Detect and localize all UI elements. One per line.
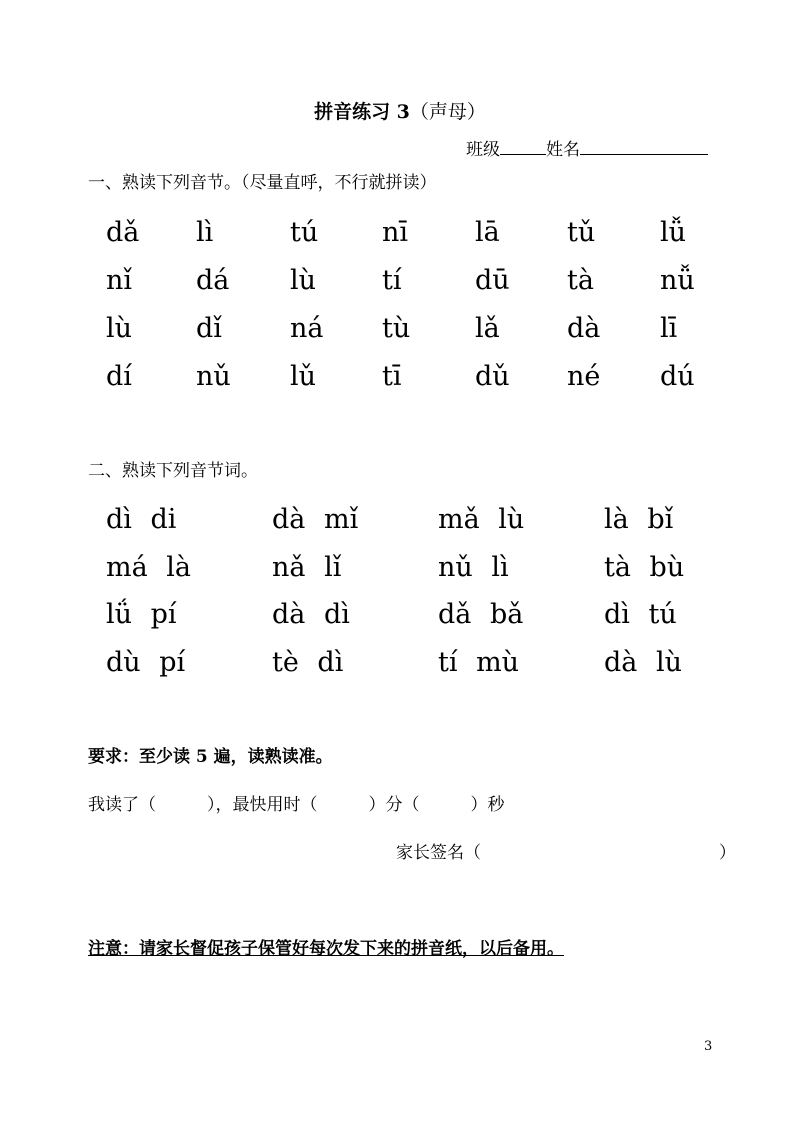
pinyin-word: tí mù	[438, 647, 520, 678]
pinyin-word: má là	[106, 552, 192, 583]
syllable: tà	[567, 265, 594, 296]
name-label: 姓名	[546, 140, 580, 160]
syllable: ná	[290, 313, 324, 344]
syllable: dǎ	[106, 217, 140, 248]
syllable: tù	[382, 313, 411, 344]
syllable: lù	[106, 313, 133, 344]
pinyin-word: dì di	[106, 504, 177, 535]
syllable: dǐ	[196, 313, 222, 344]
syllable: dá	[196, 265, 230, 296]
pinyin-word: mǎ lù	[438, 504, 525, 535]
pinyin-word: là bǐ	[604, 504, 674, 535]
reading-time-record: 我读了（ ），最快用时（ ）分（ ）秒	[88, 795, 505, 815]
syllable: dū	[475, 265, 510, 296]
pinyin-word: dǎ bǎ	[438, 599, 524, 630]
class-label: 班级	[466, 140, 500, 160]
syllable: nǔ	[196, 361, 231, 392]
pinyin-word: dù pí	[106, 647, 186, 678]
syllable: lǚ	[660, 217, 687, 248]
parent-signature: 家长签名（ ）	[396, 843, 736, 863]
pinyin-word: dà dì	[272, 599, 350, 630]
section1-heading: 一、熟读下列音节。（尽量直呼，不行就拼读）	[88, 173, 437, 193]
pinyin-word: tà bù	[604, 552, 685, 583]
syllable: tú	[290, 217, 319, 248]
syllable: lā	[475, 217, 500, 248]
syllable: lù	[290, 265, 317, 296]
syllable: né	[567, 361, 601, 392]
pinyin-word: dà mǐ	[272, 504, 359, 535]
page-title-main: 拼音练习 3	[314, 101, 410, 123]
page-title	[0, 98, 800, 126]
syllable: tǔ	[567, 217, 596, 248]
syllable: lǔ	[290, 361, 317, 392]
pinyin-word: lǘ pí	[106, 599, 177, 630]
class-name-line	[466, 136, 708, 162]
syllable: dà	[567, 313, 601, 344]
pinyin-word: dà lù	[604, 647, 682, 678]
pinyin-word: dì tú	[604, 599, 677, 630]
syllable: nǐ	[106, 265, 133, 296]
syllable: tí	[382, 265, 402, 296]
page-number: 3	[704, 1039, 713, 1054]
pinyin-word: tè dì	[272, 647, 344, 678]
syllable: nī	[382, 217, 409, 248]
syllable: dí	[106, 361, 132, 392]
syllable: dǔ	[475, 361, 510, 392]
syllable: tī	[382, 361, 402, 392]
name-blank[interactable]	[580, 136, 708, 155]
pinyin-word: nǔ lì	[438, 552, 509, 583]
syllable: lī	[660, 313, 678, 344]
syllable: lì	[196, 217, 214, 248]
pinyin-word: nǎ lǐ	[272, 552, 342, 583]
class-blank[interactable]	[500, 136, 546, 155]
page-title-suffix: （声母）	[409, 101, 486, 123]
syllable: dú	[660, 361, 695, 392]
syllable: nǚ	[660, 265, 695, 296]
syllable: lǎ	[475, 313, 500, 344]
section2-heading: 二、熟读下列音节词。	[88, 461, 258, 481]
notice-text: 注意：请家长督促孩子保管好每次发下来的拼音纸，以后备用。	[88, 939, 564, 959]
requirement-text: 要求：至少读 5 遍，读熟读准。	[88, 747, 333, 767]
